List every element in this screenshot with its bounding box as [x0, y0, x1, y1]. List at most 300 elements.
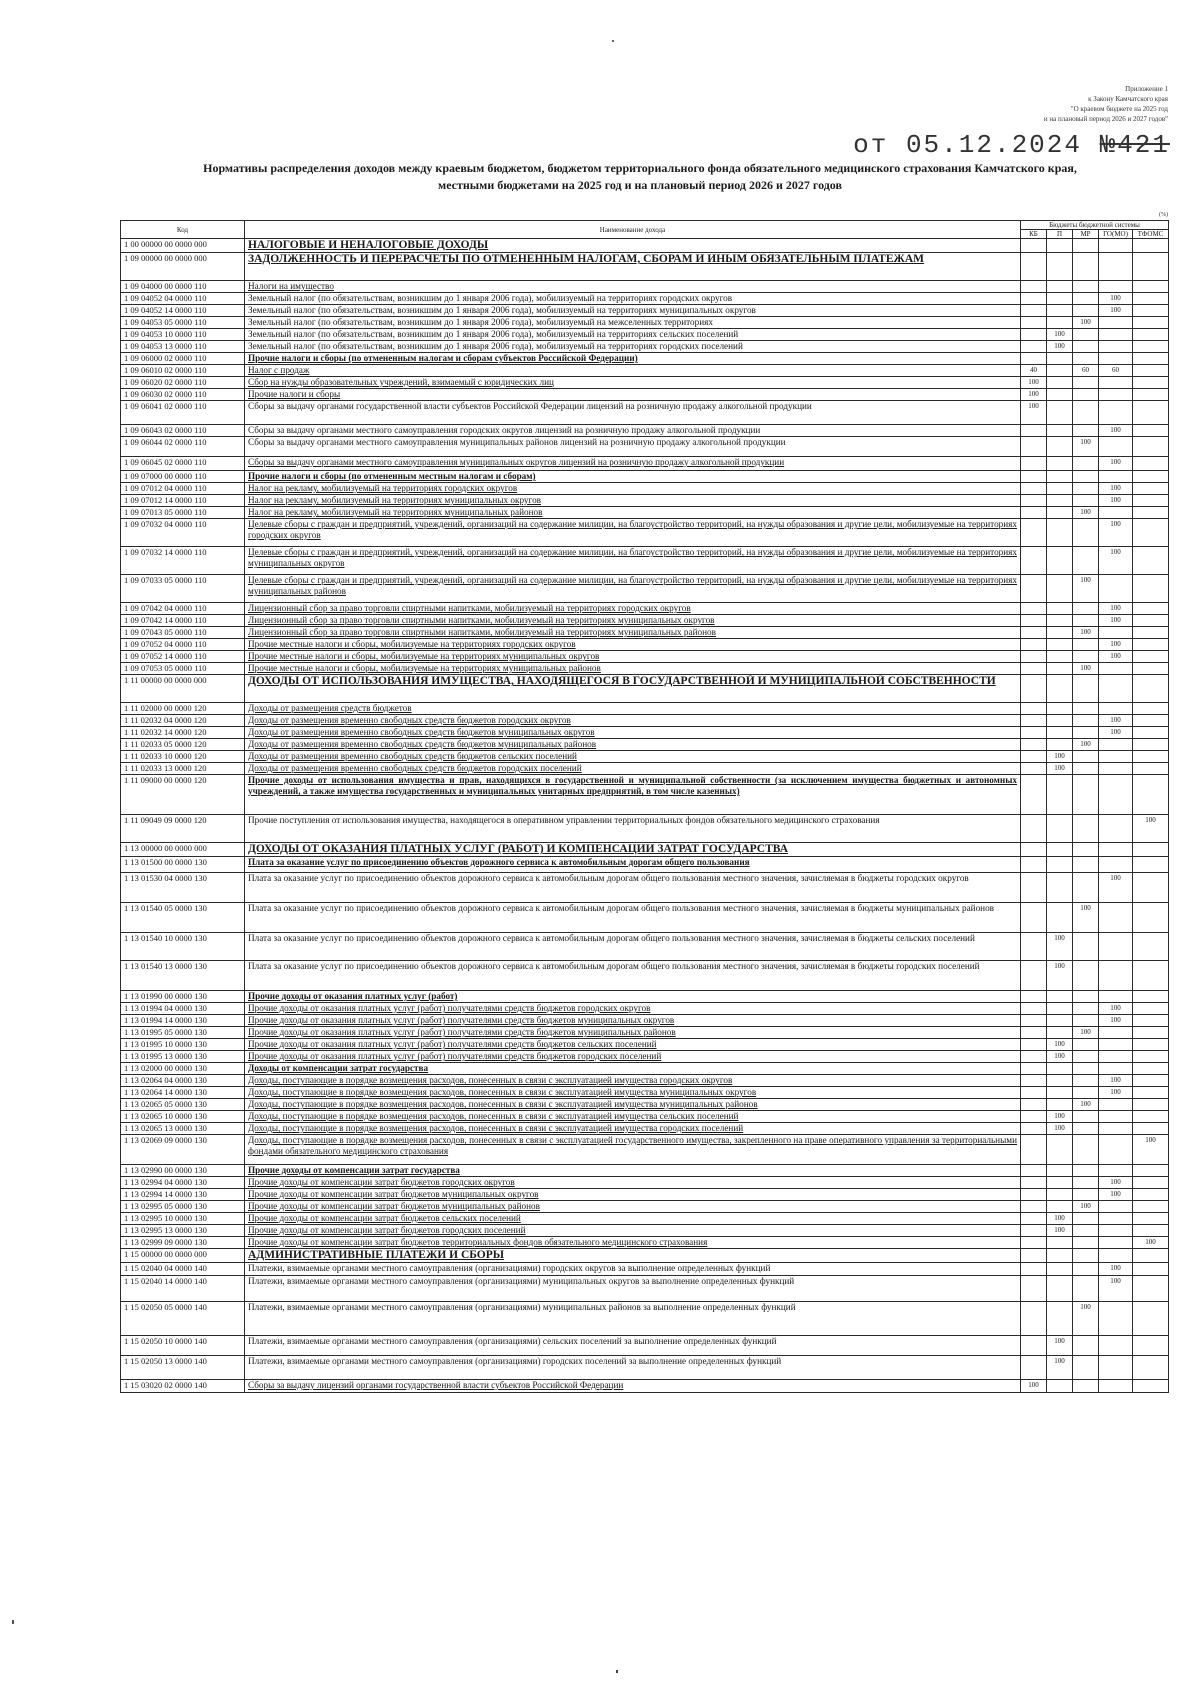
row-name: ДОХОДЫ ОТ ОКАЗАНИЯ ПЛАТНЫХ УСЛУГ (РАБОТ) И КОМПЕНСАЦИИ ЗАТРАТ ГОСУДАРСТВА: [248, 843, 789, 855]
row-code: 1 09 07032 04 0000 110: [121, 519, 245, 547]
row-name-cell: [245, 547, 1021, 575]
table-row: [121, 603, 1169, 615]
rate-mr: [1073, 933, 1099, 961]
rate-tfoms: [1133, 1276, 1169, 1302]
rate-mr: 100: [1073, 317, 1099, 329]
rate-go: 100: [1099, 1276, 1133, 1302]
rate-mr: [1073, 253, 1099, 281]
rate-kb: 100: [1021, 1380, 1047, 1393]
row-name: Доходы от размещения временно свободных средств бюджетов городских округов: [248, 715, 571, 725]
rate-p: 100: [1047, 1123, 1073, 1135]
rate-tfoms: [1133, 471, 1169, 483]
rate-tfoms: [1133, 1015, 1169, 1027]
row-name-cell: [245, 1123, 1021, 1135]
rate-mr: [1073, 471, 1099, 483]
row-name-cell: [245, 341, 1021, 353]
rate-tfoms: [1133, 775, 1169, 815]
row-name: Земельный налог (по обязательствам, возникшим до 1 января 2006 года), мобилизуемый на территориях сельских поселений: [248, 329, 739, 339]
rate-tfoms: [1133, 365, 1169, 377]
rate-kb: [1021, 991, 1047, 1003]
row-name-cell: [245, 1249, 1021, 1263]
rate-p: [1047, 575, 1073, 603]
rate-kb: [1021, 763, 1047, 775]
rate-p: [1047, 651, 1073, 663]
rate-mr: 100: [1073, 575, 1099, 603]
unit-label: (%): [1159, 212, 1168, 218]
rate-go: 100: [1099, 457, 1133, 471]
rate-go: [1099, 1237, 1133, 1249]
rate-p: [1047, 1177, 1073, 1189]
rate-tfoms: [1133, 1003, 1169, 1015]
rate-kb: [1021, 253, 1047, 281]
rate-p: [1047, 615, 1073, 627]
row-name: Прочие доходы от компенсации затрат бюджетов городских поселений: [248, 1225, 526, 1235]
rate-tfoms: [1133, 519, 1169, 547]
row-name: Доходы, поступающие в порядке возмещения расходов, понесенных в связи с эксплуатацией имущества муниципальных районов: [248, 1099, 758, 1109]
row-name: Прочие налоги и сборы (по отмененным местным налогам и сборам): [248, 471, 536, 481]
rate-mr: 100: [1073, 739, 1099, 751]
table-row: [121, 843, 1169, 857]
rate-mr: [1073, 1063, 1099, 1075]
row-name-cell: [245, 471, 1021, 483]
rate-mr: [1073, 675, 1099, 703]
table-row: [121, 1302, 1169, 1336]
row-name-cell: [245, 377, 1021, 389]
table-row: [121, 651, 1169, 663]
table-row: [121, 715, 1169, 727]
rate-go: [1099, 1225, 1133, 1237]
row-name: Сборы за выдачу органами государственной власти субъектов Российской Федерации лицензий на розничную продажу алкогольной продукции: [248, 401, 812, 411]
rate-kb: [1021, 1263, 1047, 1276]
row-name: Сборы за выдачу органами местного самоуправления муниципальных округов лицензий на розничную продажу алкогольной продукции: [248, 457, 785, 467]
rate-p: [1047, 1189, 1073, 1201]
rate-mr: [1073, 991, 1099, 1003]
subheader-p: П: [1047, 230, 1073, 239]
rate-tfoms: [1133, 1356, 1169, 1380]
rate-tfoms: [1133, 401, 1169, 425]
rate-p: 100: [1047, 1336, 1073, 1356]
row-code: 1 13 01540 13 0000 130: [121, 961, 245, 991]
row-name-cell: [245, 425, 1021, 437]
rate-kb: [1021, 739, 1047, 751]
rate-kb: [1021, 751, 1047, 763]
rate-p: [1047, 281, 1073, 293]
rate-go: [1099, 575, 1133, 603]
rate-go: [1099, 1027, 1133, 1039]
rate-go: 100: [1099, 547, 1133, 575]
order-date: от 05.12.2024: [853, 130, 1100, 160]
row-name-cell: [245, 1380, 1021, 1393]
row-name: Сборы за выдачу органами местного самоуправления городских округов лицензий на розничную продажу алкогольной продукции: [248, 425, 761, 435]
rate-tfoms: [1133, 991, 1169, 1003]
rate-tfoms: [1133, 1201, 1169, 1213]
rate-mr: [1073, 483, 1099, 495]
rate-tfoms: [1133, 457, 1169, 471]
row-code: 1 00 00000 00 0000 000: [121, 239, 245, 253]
rate-go: [1099, 739, 1133, 751]
table-row: [121, 903, 1169, 933]
rate-tfoms: [1133, 317, 1169, 329]
row-name: Плата за оказание услуг по присоединению объектов дорожного сервиса к автомобильным дорогам общего пользования местного значения, зачисляемая в бюджеты муниципальных районов: [248, 903, 995, 913]
rate-go: [1099, 1302, 1133, 1336]
row-name: Доходы от размещения временно свободных средств бюджетов муниципальных районов: [248, 739, 597, 749]
rate-mr: [1073, 1237, 1099, 1249]
rate-kb: [1021, 1099, 1047, 1111]
table-row: [121, 703, 1169, 715]
table-row: [121, 293, 1169, 305]
subheader-mr: МР: [1073, 230, 1099, 239]
appendix-line: и на плановый период 2026 и 2027 годов": [1043, 115, 1168, 123]
rate-p: [1047, 457, 1073, 471]
rate-tfoms: [1133, 739, 1169, 751]
rate-kb: [1021, 507, 1047, 519]
row-code: 1 13 01995 10 0000 130: [121, 1039, 245, 1051]
row-name: Прочие доходы от компенсации затрат бюджетов муниципальных районов: [248, 1201, 540, 1211]
row-code: 1 15 02040 04 0000 140: [121, 1263, 245, 1276]
rate-p: [1047, 1063, 1073, 1075]
rate-mr: 100: [1073, 1201, 1099, 1213]
rate-kb: [1021, 663, 1047, 675]
table-row: [121, 1249, 1169, 1263]
rate-tfoms: [1133, 1213, 1169, 1225]
rate-tfoms: [1133, 603, 1169, 615]
rate-p: [1047, 483, 1073, 495]
row-name-cell: [245, 1213, 1021, 1225]
rate-tfoms: [1133, 651, 1169, 663]
rate-mr: [1073, 519, 1099, 547]
rate-go: [1099, 843, 1133, 857]
rate-tfoms: [1133, 437, 1169, 457]
table-row: [121, 1263, 1169, 1276]
rate-tfoms: [1133, 1263, 1169, 1276]
rate-p: [1047, 815, 1073, 843]
row-code: 1 13 01994 04 0000 130: [121, 1003, 245, 1015]
revenue-table: [120, 220, 1169, 1393]
scan-mark: [612, 40, 614, 42]
row-code: 1 13 02000 00 0000 130: [121, 1063, 245, 1075]
row-name: Прочие налоги и сборы: [248, 389, 341, 399]
rate-p: 100: [1047, 1213, 1073, 1225]
rate-go: [1099, 389, 1133, 401]
row-name: Прочие поступления от использования имущества, находящегося в оперативном управлении территориальных фондов обязательного медицинского страхования: [248, 815, 880, 825]
rate-kb: [1021, 775, 1047, 815]
table-row: [121, 305, 1169, 317]
rate-kb: [1021, 1075, 1047, 1087]
row-name-cell: [245, 1111, 1021, 1123]
rate-tfoms: [1133, 1165, 1169, 1177]
rate-tfoms: [1133, 1189, 1169, 1201]
rate-mr: [1073, 1123, 1099, 1135]
rate-go: [1099, 763, 1133, 775]
row-name: Лицензионный сбор за право торговли спиртными напитками, мобилизуемый на территориях городских округов: [248, 603, 691, 613]
table-row: [121, 425, 1169, 437]
row-code: 1 09 06030 02 0000 110: [121, 389, 245, 401]
row-name: Прочие доходы от компенсации затрат бюджетов территориальных фондов обязательного медицинского страхования: [248, 1237, 708, 1247]
rate-tfoms: [1133, 329, 1169, 341]
table-row: [121, 401, 1169, 425]
row-name-cell: [245, 751, 1021, 763]
appendix-line: Приложение 1: [1125, 85, 1168, 93]
row-code: 1 13 02065 10 0000 130: [121, 1111, 245, 1123]
rate-tfoms: [1133, 1225, 1169, 1237]
row-name-cell: [245, 1099, 1021, 1111]
rate-tfoms: [1133, 727, 1169, 739]
row-name-cell: [245, 815, 1021, 843]
rate-go: [1099, 1356, 1133, 1380]
row-code: 1 09 06044 02 0000 110: [121, 437, 245, 457]
rate-go: [1099, 815, 1133, 843]
rate-go: [1099, 317, 1133, 329]
row-name-cell: [245, 639, 1021, 651]
row-name-cell: [245, 1087, 1021, 1099]
rate-kb: [1021, 341, 1047, 353]
subheader-tfoms: ТФОМС: [1133, 230, 1169, 239]
rate-mr: [1073, 727, 1099, 739]
table-row: [121, 1051, 1169, 1063]
row-code: 1 09 07052 04 0000 110: [121, 639, 245, 651]
rate-mr: [1073, 1051, 1099, 1063]
row-name-cell: [245, 991, 1021, 1003]
rate-go: [1099, 1336, 1133, 1356]
rate-kb: [1021, 1336, 1047, 1356]
rate-mr: 60: [1073, 365, 1099, 377]
rate-mr: [1073, 1336, 1099, 1356]
title-line: местными бюджетами на 2025 год и на плановый период 2026 и 2027 годов: [438, 178, 842, 192]
rate-go: [1099, 1380, 1133, 1393]
rate-p: [1047, 703, 1073, 715]
row-code: 1 13 02999 09 0000 130: [121, 1237, 245, 1249]
row-code: 1 15 02050 05 0000 140: [121, 1302, 245, 1336]
rate-p: [1047, 1135, 1073, 1165]
rate-p: [1047, 1003, 1073, 1015]
rate-go: 100: [1099, 1015, 1133, 1027]
rate-p: [1047, 377, 1073, 389]
rate-mr: 100: [1073, 1302, 1099, 1336]
rate-kb: [1021, 437, 1047, 457]
rate-tfoms: [1133, 873, 1169, 903]
row-name-cell: [245, 1063, 1021, 1075]
row-name-cell: [245, 1336, 1021, 1356]
table-row: [121, 389, 1169, 401]
row-name-cell: [245, 903, 1021, 933]
rate-p: [1047, 305, 1073, 317]
rate-mr: [1073, 495, 1099, 507]
row-code: 1 09 06045 02 0000 110: [121, 457, 245, 471]
row-name: Налог с продаж: [248, 365, 310, 375]
rate-p: 100: [1047, 341, 1073, 353]
rate-p: [1047, 1302, 1073, 1336]
rate-go: 60: [1099, 365, 1133, 377]
rate-mr: [1073, 457, 1099, 471]
rate-mr: [1073, 857, 1099, 873]
rate-tfoms: [1133, 639, 1169, 651]
row-name-cell: [245, 1263, 1021, 1276]
rate-kb: [1021, 1237, 1047, 1249]
rate-mr: 100: [1073, 1027, 1099, 1039]
row-name-cell: [245, 457, 1021, 471]
rate-tfoms: [1133, 675, 1169, 703]
rate-kb: [1021, 547, 1047, 575]
rate-tfoms: [1133, 389, 1169, 401]
row-name-cell: [245, 239, 1021, 253]
rate-go: [1099, 751, 1133, 763]
row-name: Плата за оказание услуг по присоединению объектов дорожного сервиса к автомобильным дорогам общего пользования местного значения, зачисляемая в бюджеты сельских поселений: [248, 933, 975, 943]
rate-p: [1047, 627, 1073, 639]
appendix-line: "О краевом бюджете на 2025 год: [1070, 105, 1168, 113]
row-code: 1 13 02995 05 0000 130: [121, 1201, 245, 1213]
rate-p: [1047, 293, 1073, 305]
row-code: 1 15 02050 10 0000 140: [121, 1336, 245, 1356]
row-name: Платежи, взимаемые органами местного самоуправления (организациями) сельских поселений за выполнение определенных функций: [248, 1336, 777, 1346]
rate-mr: [1073, 377, 1099, 389]
row-name: Земельный налог (по обязательствам, возникшим до 1 января 2006 года), мобилизуемый на территориях городских округов: [248, 293, 733, 303]
rate-mr: [1073, 651, 1099, 663]
rate-p: [1047, 727, 1073, 739]
row-name: Платежи, взимаемые органами местного самоуправления (организациями) городских поселений за выполнение определенных функций: [248, 1356, 782, 1366]
table-row: [121, 519, 1169, 547]
table-row: [121, 1135, 1169, 1165]
rate-go: [1099, 1249, 1133, 1263]
row-name-cell: [245, 1177, 1021, 1189]
rate-kb: [1021, 471, 1047, 483]
table-row: [121, 1237, 1169, 1249]
rate-mr: 100: [1073, 437, 1099, 457]
table-row: [121, 615, 1169, 627]
row-name-cell: [245, 1165, 1021, 1177]
rate-mr: [1073, 1015, 1099, 1027]
rate-kb: [1021, 483, 1047, 495]
rate-p: 100: [1047, 1225, 1073, 1237]
row-code: 1 13 00000 00 0000 000: [121, 843, 245, 857]
rate-kb: [1021, 1123, 1047, 1135]
rate-p: [1047, 715, 1073, 727]
table-row: [121, 933, 1169, 961]
row-code: 1 13 01540 05 0000 130: [121, 903, 245, 933]
rate-tfoms: [1133, 253, 1169, 281]
rate-kb: [1021, 873, 1047, 903]
table-row: [121, 329, 1169, 341]
rate-mr: [1073, 341, 1099, 353]
rate-go: [1099, 377, 1133, 389]
row-code: 1 09 04052 14 0000 110: [121, 305, 245, 317]
row-name: Платежи, взимаемые органами местного самоуправления (организациями) муниципальных районов за выполнение определенных функций: [248, 1302, 796, 1312]
rate-kb: [1021, 815, 1047, 843]
rate-kb: [1021, 1087, 1047, 1099]
rate-p: [1047, 1165, 1073, 1177]
row-name: Целевые сборы с граждан и предприятий, учреждений, организаций на содержание милиции, на благоустройство территорий, на нужды образования и другие цели, мобилизуемые на территориях городских округов: [248, 519, 1017, 540]
row-code: 1 13 02995 10 0000 130: [121, 1213, 245, 1225]
rate-mr: 100: [1073, 1099, 1099, 1111]
row-name-cell: [245, 253, 1021, 281]
rate-kb: [1021, 425, 1047, 437]
rate-mr: [1073, 1135, 1099, 1165]
rate-tfoms: [1133, 547, 1169, 575]
rate-kb: [1021, 1027, 1047, 1039]
row-name: Прочие местные налоги и сборы, мобилизуемые на территориях городских округов: [248, 639, 576, 649]
scan-mark: [616, 1670, 618, 1673]
row-name-cell: [245, 401, 1021, 425]
table-row: [121, 1063, 1169, 1075]
rate-kb: [1021, 1302, 1047, 1336]
rate-go: 100: [1099, 293, 1133, 305]
row-code: 1 13 01530 04 0000 130: [121, 873, 245, 903]
rate-p: [1047, 1027, 1073, 1039]
rate-p: [1047, 639, 1073, 651]
row-name: Доходы, поступающие в порядке возмещения расходов, понесенных в связи с эксплуатацией имущества городских округов: [248, 1075, 733, 1085]
row-name-cell: [245, 873, 1021, 903]
table-row: [121, 1336, 1169, 1356]
rate-go: [1099, 903, 1133, 933]
row-name-cell: [245, 651, 1021, 663]
row-code: 1 09 07013 05 0000 110: [121, 507, 245, 519]
row-name: Доходы от размещения средств бюджетов: [248, 703, 412, 713]
rate-go: 100: [1099, 1087, 1133, 1099]
rate-go: [1099, 1123, 1133, 1135]
table-row: [121, 281, 1169, 293]
table-row: [121, 1356, 1169, 1380]
table-row: [121, 1039, 1169, 1051]
table-row: [121, 377, 1169, 389]
table-row: [121, 1165, 1169, 1177]
order-number: №421: [1099, 130, 1170, 160]
rate-go: 100: [1099, 519, 1133, 547]
rate-go: 100: [1099, 715, 1133, 727]
rate-p: [1047, 389, 1073, 401]
table-row: [121, 547, 1169, 575]
rate-mr: [1073, 547, 1099, 575]
row-name: ДОХОДЫ ОТ ИСПОЛЬЗОВАНИЯ ИМУЩЕСТВА, НАХОДЯЩЕГОСЯ В ГОСУДАРСТВЕННОЙ И МУНИЦИПАЛЬНОЙ СОБСТВЕННОСТИ: [248, 675, 996, 687]
rate-mr: [1073, 1380, 1099, 1393]
rate-mr: 100: [1073, 507, 1099, 519]
row-code: 1 09 00000 00 0000 000: [121, 253, 245, 281]
row-code: 1 11 02033 10 0000 120: [121, 751, 245, 763]
rate-p: 100: [1047, 1039, 1073, 1051]
rate-kb: [1021, 903, 1047, 933]
row-name: Доходы, поступающие в порядке возмещения расходов, понесенных в связи с эксплуатацией имущества городских поселений: [248, 1123, 744, 1133]
rate-kb: [1021, 857, 1047, 873]
rate-kb: [1021, 1201, 1047, 1213]
table-row: [121, 1123, 1169, 1135]
row-name-cell: [245, 293, 1021, 305]
rate-kb: [1021, 675, 1047, 703]
table-row: [121, 727, 1169, 739]
rate-tfoms: [1133, 1099, 1169, 1111]
rate-mr: [1073, 425, 1099, 437]
title-line: Нормативы распределения доходов между краевым бюджетом, бюджетом территориального фонда обязательного медицинского страхования Камчатского края,: [203, 161, 1077, 175]
rate-tfoms: [1133, 933, 1169, 961]
row-code: 1 13 02069 09 0000 130: [121, 1135, 245, 1165]
rate-tfoms: [1133, 293, 1169, 305]
row-code: 1 09 07052 14 0000 110: [121, 651, 245, 663]
rate-p: [1047, 1249, 1073, 1263]
row-name-cell: [245, 329, 1021, 341]
rate-kb: [1021, 1039, 1047, 1051]
rate-kb: [1021, 639, 1047, 651]
rate-go: 100: [1099, 425, 1133, 437]
rate-p: 100: [1047, 961, 1073, 991]
rate-p: [1047, 775, 1073, 815]
row-code: 1 15 03020 02 0000 140: [121, 1380, 245, 1393]
rate-mr: [1073, 961, 1099, 991]
rate-go: [1099, 239, 1133, 253]
row-name-cell: [245, 627, 1021, 639]
rate-go: [1099, 1051, 1133, 1063]
row-name-cell: [245, 1135, 1021, 1165]
rate-mr: [1073, 1249, 1099, 1263]
rate-go: [1099, 1213, 1133, 1225]
table-row: [121, 1225, 1169, 1237]
table-row: [121, 471, 1169, 483]
